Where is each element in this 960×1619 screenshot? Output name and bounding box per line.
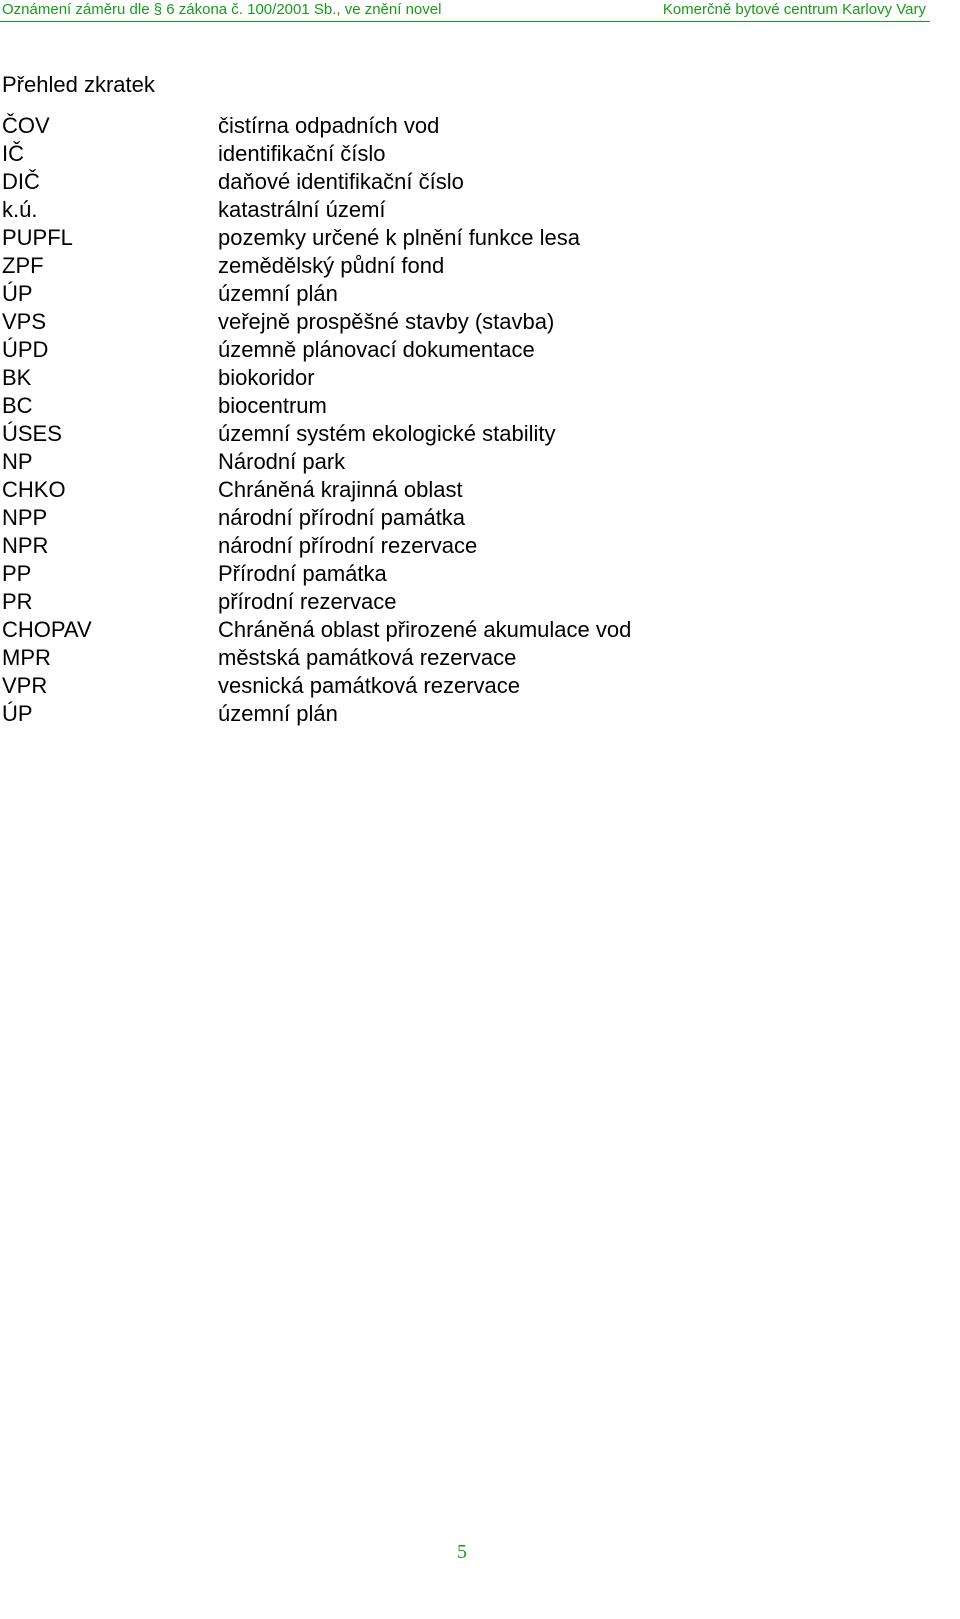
abbreviation-meaning: Národní park	[218, 449, 346, 474]
abbreviation-row	[2, 168, 902, 196]
abbreviation: ÚP	[2, 701, 33, 726]
abbreviation-row	[2, 224, 902, 252]
header-project-name: Komerčně bytové centrum Karlovy Vary	[662, 1, 926, 18]
abbreviation: ZPF	[2, 253, 44, 278]
abbreviation: ÚP	[2, 281, 33, 306]
abbreviation: NPR	[2, 533, 49, 558]
abbreviation-meaning: územní systém ekologické stability	[218, 421, 556, 446]
abbreviation: k.ú.	[2, 197, 38, 222]
abbreviation-row	[2, 644, 902, 672]
abbreviation-row	[2, 616, 902, 644]
abbreviation-meaning: zemědělský půdní fond	[218, 253, 445, 278]
abbreviation-row	[2, 560, 902, 588]
abbreviation: NPP	[2, 505, 48, 530]
abbreviation-row	[2, 532, 902, 560]
abbreviation-meaning: čistírna odpadních vod	[218, 113, 440, 138]
abbreviation: BC	[2, 393, 33, 418]
section-title: Přehled zkratek	[2, 72, 155, 97]
abbreviation-meaning: vesnická památková rezervace	[218, 673, 521, 698]
abbreviation-row	[2, 392, 902, 420]
abbreviation-meaning: pozemky určené k plnění funkce lesa	[218, 225, 580, 250]
abbreviation: VPS	[2, 309, 47, 334]
abbreviation-meaning: národní přírodní památka	[218, 505, 466, 530]
abbreviation: ÚPD	[2, 337, 49, 362]
abbreviation-row	[2, 588, 902, 616]
abbreviation-meaning: veřejně prospěšné stavby (stavba)	[218, 309, 555, 334]
abbreviation: PP	[2, 561, 32, 586]
abbreviation-row	[2, 252, 902, 280]
abbreviation-row	[2, 672, 902, 700]
abbreviation-meaning: Chráněná oblast přirozené akumulace vod	[218, 617, 632, 642]
abbreviation: PR	[2, 589, 33, 614]
abbreviation-row	[2, 364, 902, 392]
abbreviation-meaning: národní přírodní rezervace	[218, 533, 478, 558]
abbreviation: ČOV	[2, 113, 50, 138]
abbreviation-row	[2, 336, 902, 364]
abbreviation-row	[2, 196, 902, 224]
abbreviation: IČ	[2, 141, 24, 166]
abbreviation-meaning: územní plán	[218, 701, 338, 726]
abbreviation-row	[2, 448, 902, 476]
abbreviation-row	[2, 280, 902, 308]
abbreviation-row	[2, 700, 902, 728]
abbreviation-meaning: identifikační číslo	[218, 141, 386, 166]
abbreviation-row	[2, 476, 902, 504]
abbreviation: PUPFL	[2, 225, 73, 250]
abbreviation-meaning: městská památková rezervace	[218, 645, 517, 670]
abbreviation-row	[2, 140, 902, 168]
abbreviation-row	[2, 112, 902, 140]
abbreviation: VPR	[2, 673, 48, 698]
header-document-title: Oznámení záměru dle § 6 zákona č. 100/2001 Sb., ve znění novel	[2, 1, 442, 18]
abbreviation-row	[2, 504, 902, 532]
abbreviation-meaning: územní plán	[218, 281, 338, 306]
abbreviation-meaning: Přírodní památka	[218, 561, 387, 586]
abbreviation-row	[2, 420, 902, 448]
abbreviation: BK	[2, 365, 32, 390]
abbreviation-list	[2, 112, 902, 728]
abbreviation: ÚSES	[2, 421, 62, 446]
abbreviation-meaning: katastrální území	[218, 197, 386, 222]
abbreviation: MPR	[2, 645, 51, 670]
abbreviation-meaning: daňové identifikační číslo	[218, 169, 464, 194]
abbreviation-meaning: biokoridor	[218, 365, 315, 390]
abbreviation-meaning: biocentrum	[218, 393, 327, 418]
abbreviation-meaning: územně plánovací dokumentace	[218, 337, 535, 362]
page-header	[0, 0, 930, 22]
abbreviation-row	[2, 308, 902, 336]
abbreviation: DIČ	[2, 169, 40, 194]
page-number: 5	[457, 1541, 467, 1563]
abbreviation: NP	[2, 449, 33, 474]
abbreviation-meaning: přírodní rezervace	[218, 589, 397, 614]
abbreviation: CHKO	[2, 477, 66, 502]
abbreviation: CHOPAV	[2, 617, 92, 642]
abbreviation-meaning: Chráněná krajinná oblast	[218, 477, 463, 502]
